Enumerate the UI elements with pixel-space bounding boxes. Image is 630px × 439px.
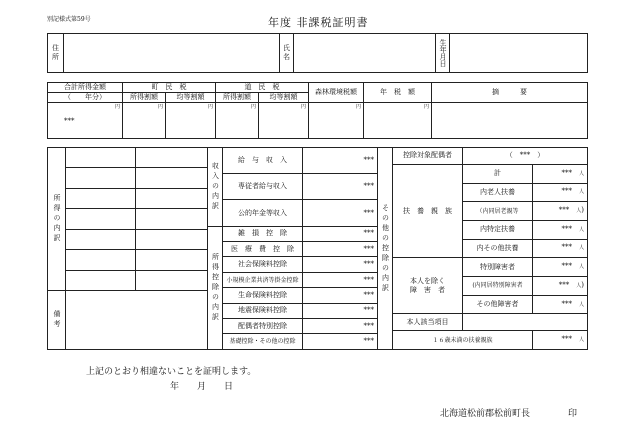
header-table — [47, 33, 588, 73]
form-number: 別記様式第59号 — [47, 16, 91, 23]
deduction-item: 雑 損 控 除 — [223, 226, 303, 241]
pref-income-value: 円 — [216, 103, 259, 139]
remarks-side-label: 備考 — [48, 291, 66, 350]
address-label: 住 所 — [48, 34, 64, 73]
dependent-item: 内老人扶養 — [463, 183, 533, 202]
issuer: 北海道松前郡松前町長 — [440, 409, 531, 419]
disabled-item: (内同居特別障害者 — [463, 277, 533, 296]
disabled-item: その他障害者 — [463, 295, 533, 314]
deduction-breakdown-label: 所得控除の内訳 — [208, 226, 223, 349]
town-income-value: 円 — [123, 103, 166, 139]
year-label: （ 年分） — [48, 93, 123, 103]
town-income-share: 所得割額 — [123, 93, 166, 103]
deduction-item: 小規模企業共済等掛金控除 — [223, 272, 303, 287]
certify-text: 上記のとおり相違ないことを証明します。 — [86, 367, 257, 377]
deduction-item: 配偶者特別控除 — [223, 319, 303, 334]
deduction-item: 地震保険料控除 — [223, 303, 303, 318]
name-label: 氏 名 — [280, 34, 294, 73]
income-item: 公的年金等収入 — [223, 200, 303, 226]
income-item: 専従者給与収入 — [223, 174, 303, 200]
address-field — [64, 34, 280, 73]
remarks-value — [432, 103, 588, 139]
deduction-item: 基礎控除・その他の控除 — [223, 334, 303, 350]
summary-table — [47, 82, 588, 139]
birth-field — [450, 34, 588, 73]
self-label: 本人該当項目 — [393, 314, 463, 331]
annual-tax-value: 円 — [364, 103, 432, 139]
total-income-label: 合計所得金額 — [48, 83, 123, 93]
spouse-label: 控除対象配偶者 — [393, 148, 463, 165]
income-detail-table — [47, 147, 208, 350]
town-tax-label: 町 民 税 — [123, 83, 216, 93]
disabled-item: 特別障害者 — [463, 258, 533, 277]
deduction-item: 生命保険料控除 — [223, 288, 303, 303]
dependent-item: 内特定扶養 — [463, 220, 533, 239]
pref-equal-share: 均等割額 — [259, 93, 309, 103]
pref-income-share: 所得割額 — [216, 93, 259, 103]
seal: 印 — [568, 409, 578, 419]
remarks-label: 摘 要 — [432, 83, 588, 103]
other-deduction-label: その他の控除の内訳 — [378, 148, 393, 350]
forest-tax-label: 森林環境税額 — [309, 83, 364, 103]
dependent-item: 内その他扶養 — [463, 239, 533, 258]
income-item: 給 与 収 入 — [223, 148, 303, 174]
deduction-item: 社会保険料控除 — [223, 257, 303, 272]
spouse-value: （ *** ） — [463, 148, 588, 165]
dependent-item: （内同居老親等 — [463, 202, 533, 221]
income-side-label: 所得の内訳 — [48, 148, 66, 291]
birth-label: 生年月日 — [436, 34, 450, 73]
town-equal-share: 均等割額 — [166, 93, 216, 103]
certify-date: 年 月 日 — [170, 382, 234, 392]
page-title: 年度 非課税証明書 — [268, 16, 369, 29]
total-income-value: 円 *** — [48, 103, 123, 139]
self-value — [463, 314, 588, 331]
pref-equal-value: 円 — [259, 103, 309, 139]
under16-label: １６歳未満の扶養親族 — [393, 331, 533, 350]
income-breakdown-label: 収入の内訳 — [208, 148, 223, 227]
forest-tax-value: 円 — [309, 103, 364, 139]
deduction-table: 収入の内訳 給 与 収 入 *** 専従者給与収入 *** 公的年金等収入 *** 所得控除の内訳 雑 損 控 除 *** 医 療 費 控 除 *** 社会保険料控除 *** 小規模企業共済等掛金控除 *** 生命保険料控除 *** 地震保険料控除 *** 配偶者特別控除 *** 基礎控除・その他の控除 *** — [207, 147, 378, 350]
dependent-label: 扶 養 親 族 — [393, 164, 463, 257]
name-field — [294, 34, 436, 73]
town-equal-value: 円 — [166, 103, 216, 139]
deduction-item: 医 療 費 控 除 — [223, 242, 303, 257]
income-item-value: *** — [303, 148, 378, 174]
annual-tax-label: 年 税 額 — [364, 83, 432, 103]
other-deduction-table: その他の控除の内訳 控除対象配偶者 （ *** ） 扶 養 親 族 計 *** 人 内老人扶養 *** 人 （内同居老親等 *** 人) 内特定扶養 *** 人 内その他扶養 *** 人 本人を除く 障 害 者 特別障害者 *** 人 (内同居特別障害者 *** 人) その他障害者 *** 人 本人該当項目 １６歳未満の扶養親族 *** 人 — [377, 147, 588, 350]
pref-tax-label: 道 民 税 — [216, 83, 309, 93]
dependent-item: 計 — [463, 164, 533, 183]
other-person-label: 本人を除く 障 害 者 — [393, 258, 463, 314]
